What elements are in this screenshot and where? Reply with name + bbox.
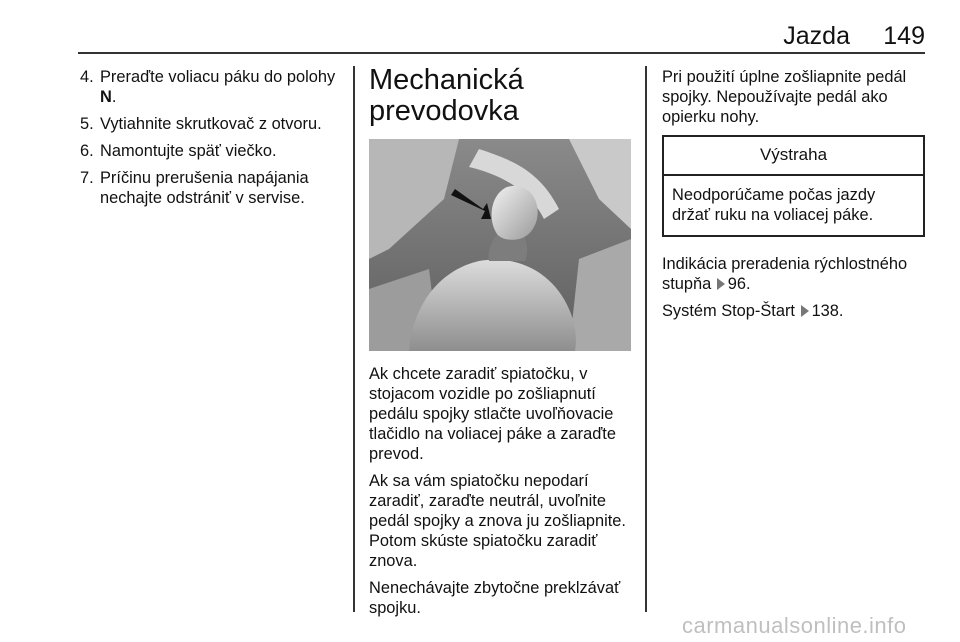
paragraph: Ak sa vám spiatočku nepodarí zaradiť, zaraďte neutrál, uvoľnite pedál spojky a znova ju zošliapnite. Potom skúste spiatočku zaradiť znova. — [369, 472, 626, 570]
step-number: 4. — [80, 68, 94, 86]
intro-paragraph: Pri použití úplne zošliapnite pedál spojky. Nepoužívajte pedál ako opierku nohy. — [662, 68, 907, 126]
step-item — [80, 67, 342, 107]
column-divider-left — [353, 66, 355, 612]
step-number: 7. — [80, 169, 94, 187]
warning-box — [662, 135, 925, 237]
section-title-line2: prevodovka — [369, 95, 519, 127]
step-item — [80, 141, 342, 161]
step-text: Namontujte späť viečko. — [100, 142, 277, 160]
header-title: Jazda — [783, 22, 850, 50]
paragraph: Ak chcete zaradiť spiatočku, v stojacom vozidle po zošliapnutí pedálu spojky stlačte uvoľňovacie tlačidlo na voliacej páke a zaraďte prevod. — [369, 365, 616, 463]
step-item — [80, 114, 342, 134]
reference-page[interactable]: 138. — [811, 302, 844, 320]
step-item — [80, 168, 342, 208]
cross-reference — [662, 254, 925, 294]
step-number: 5. — [80, 115, 94, 133]
paragraph: Nenechávajte zbytočne preklzávať spojku. — [369, 579, 621, 617]
page-reference-arrow-icon — [801, 305, 809, 317]
right-column — [662, 67, 925, 328]
reference-page[interactable]: 96. — [727, 275, 751, 293]
section-title — [369, 65, 635, 127]
page-reference-arrow-icon — [717, 278, 725, 290]
header-rule — [78, 52, 925, 54]
left-column — [80, 67, 342, 215]
warning-text: Neodporúčame počas jazdy držať ruku na voliacej páke. — [672, 186, 876, 224]
step-text: Preraďte voliacu páku do polohy — [100, 68, 336, 86]
cross-reference — [662, 301, 925, 321]
watermark: carmanualsonline.info — [682, 613, 907, 638]
step-text: Príčinu prerušenia napájania nechajte odstrániť v servise. — [100, 169, 309, 207]
gear-lever-illustration — [369, 139, 631, 351]
column-divider-right — [645, 66, 647, 612]
gear-position-n: N — [100, 88, 112, 106]
step-number: 6. — [80, 142, 94, 160]
reference-text: Indikácia preradenia rýchlostného stupňa — [662, 255, 908, 293]
middle-column — [369, 65, 635, 625]
reference-text: Systém Stop-Štart — [662, 302, 795, 320]
step-text: Vytiahnite skrutkovač z otvoru. — [100, 115, 322, 133]
step-text-end: . — [111, 88, 117, 106]
warning-heading: Výstraha — [664, 137, 923, 176]
page-number: 149 — [883, 22, 925, 50]
section-title-line1: Mechanická — [369, 64, 524, 96]
